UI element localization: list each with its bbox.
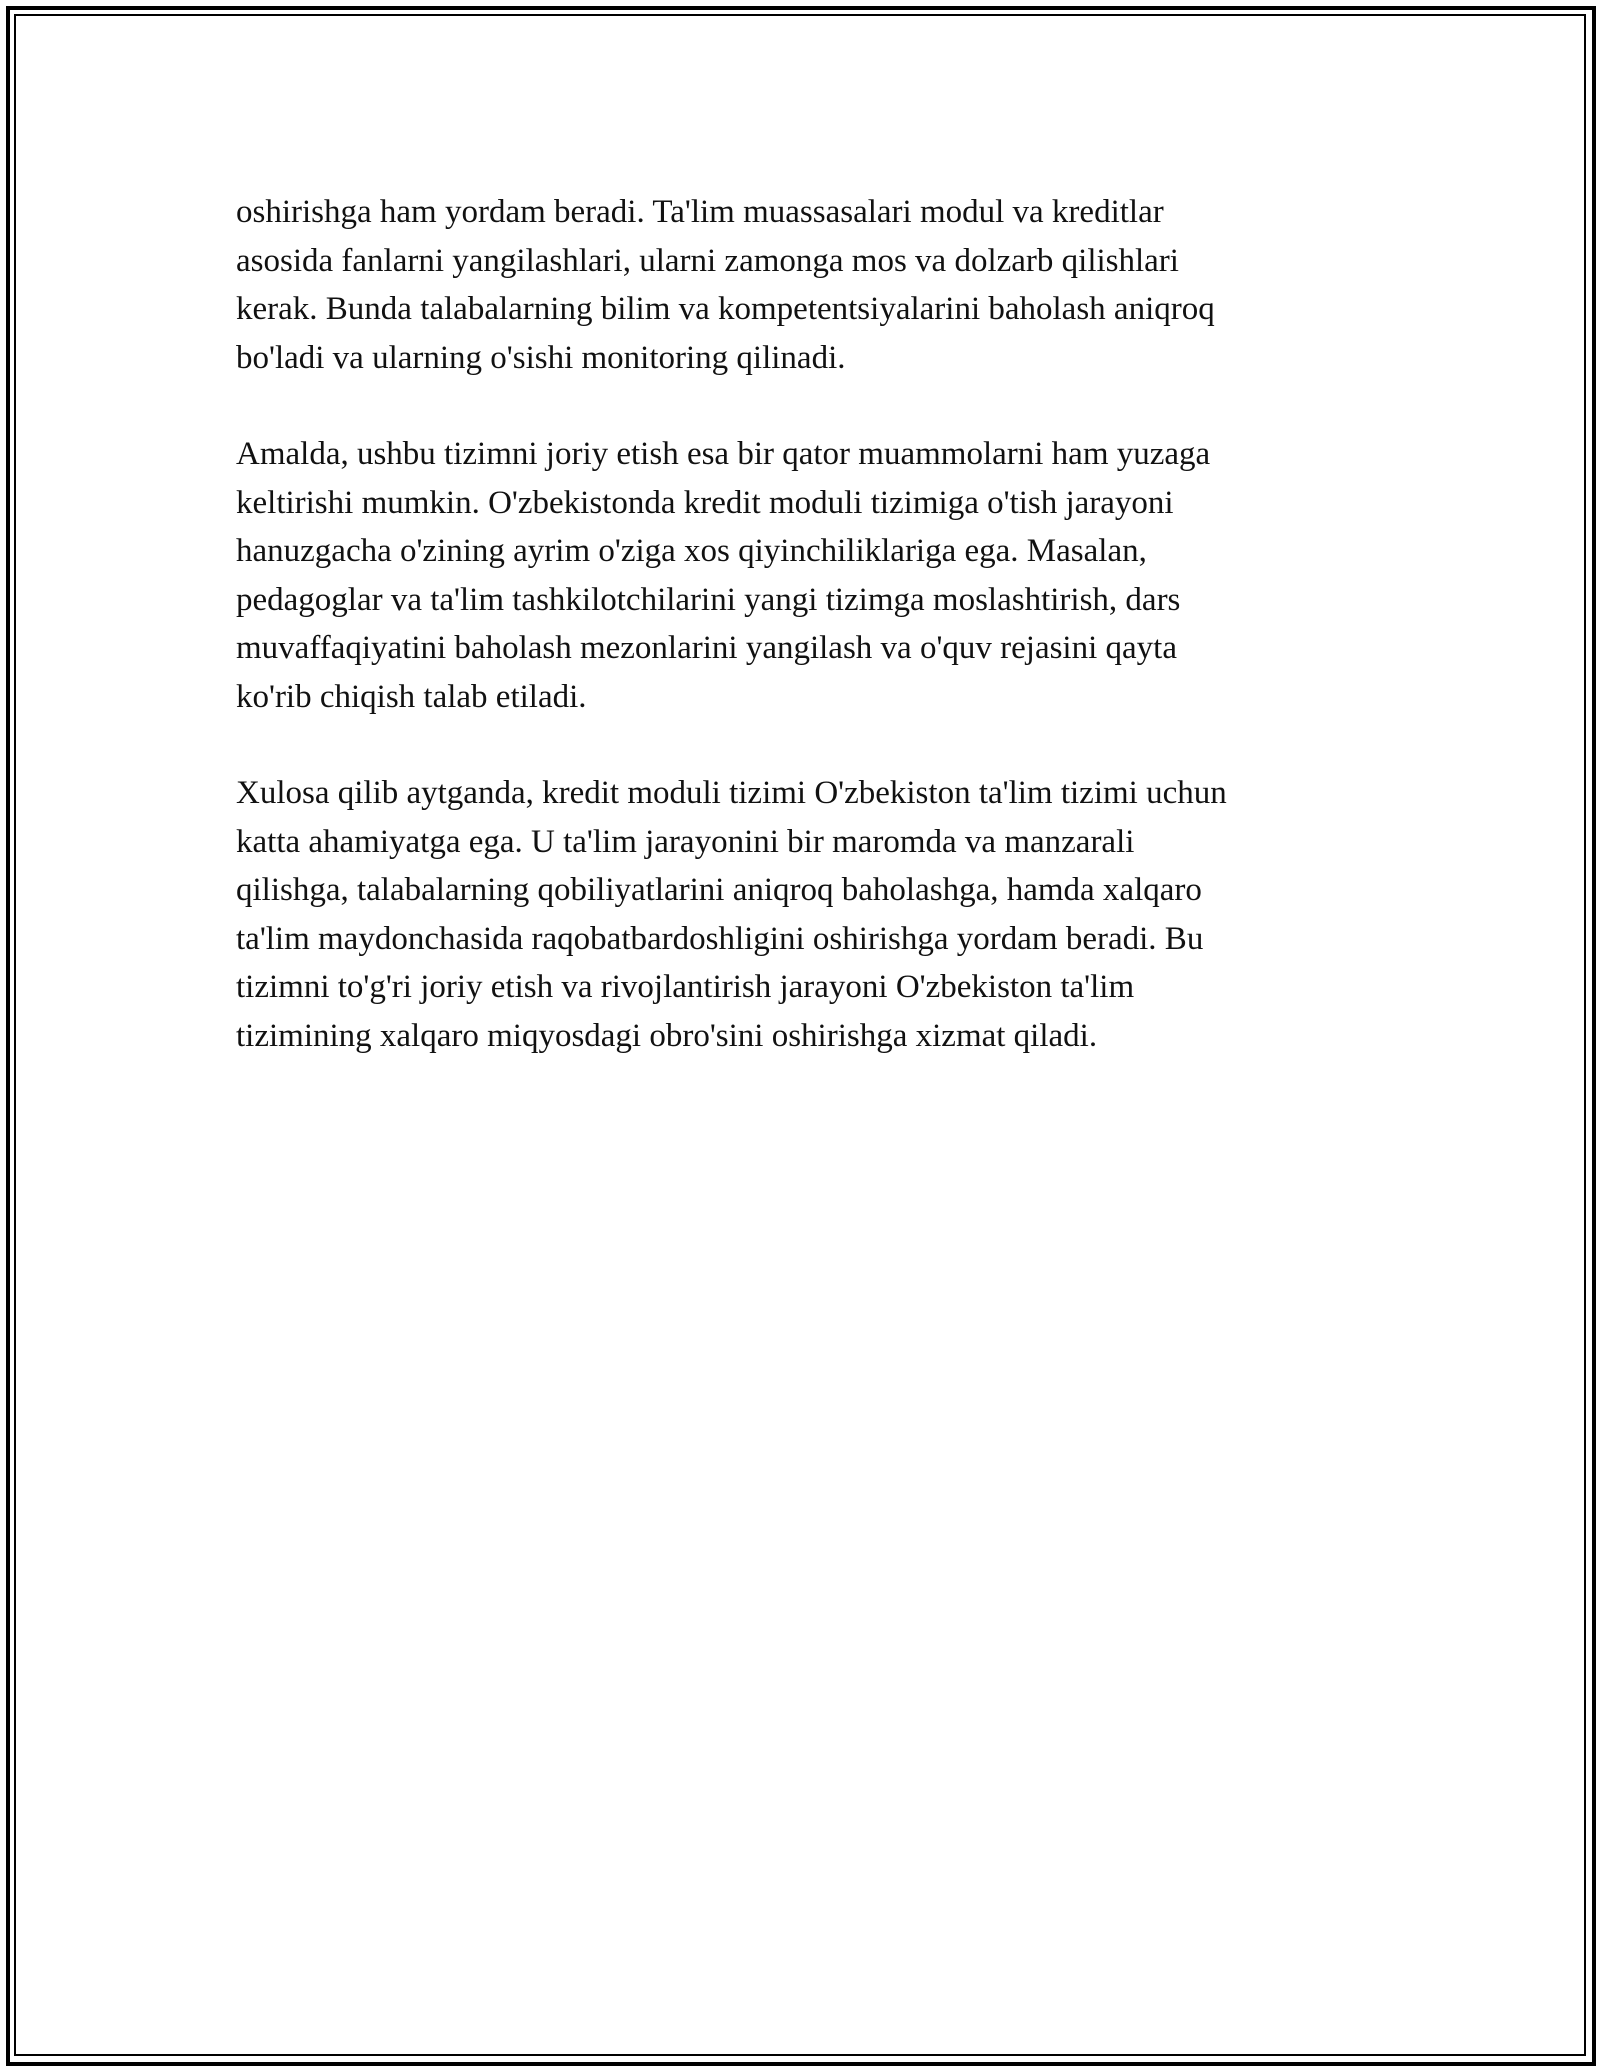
paragraph-1: oshirishga ham yordam beradi. Ta'lim muassasalari modul va kreditlar asosida fanlarni yangilashlari, ularni zamonga mos va dolzarb qilishlari kerak. Bunda talabalarning bilim va kompetentsiyalarini baholash aniqroq bo'ladi va ularning o'sishi monitoring qilinadi.	[236, 194, 1215, 376]
paragraph-3: Xulosa qilib aytganda, kredit moduli tizimi O'zbekiston ta'lim tizimi uchun katta ahamiyatga ega. U ta'lim jarayonini bir maromda va manzarali qilishga, talabalarning qobiliyatlarini aniqroq baholashga, hamda xalqaro ta'lim maydonchasida raqobatbardoshligini oshirishga yordam beradi. Bu tizimni to'g'ri joriy etish va rivojlantirish jarayoni O'zbekiston ta'lim tizimining xalqaro miqyosdagi obro'sini oshirishga xizmat qiladi.	[236, 775, 1227, 1054]
paragraph-2: Amalda, ushbu tizimni joriy etish esa bir qator muammolarni ham yuzaga keltirishi mumkin. O'zbekistonda kredit moduli tizimiga o'tish jarayoni hanuzgacha o'zining ayrim o'ziga xos qiyinchiliklariga ega. Masalan, pedagoglar va ta'lim tashkilotchilarini yangi tizimga moslashtirish, dars muvaffaqiyatini baholash mezonlarini yangilash va o'quv rejasini qayta ko'rib chiqish talab etiladi.	[236, 436, 1211, 715]
document-body	[236, 188, 1366, 1108]
